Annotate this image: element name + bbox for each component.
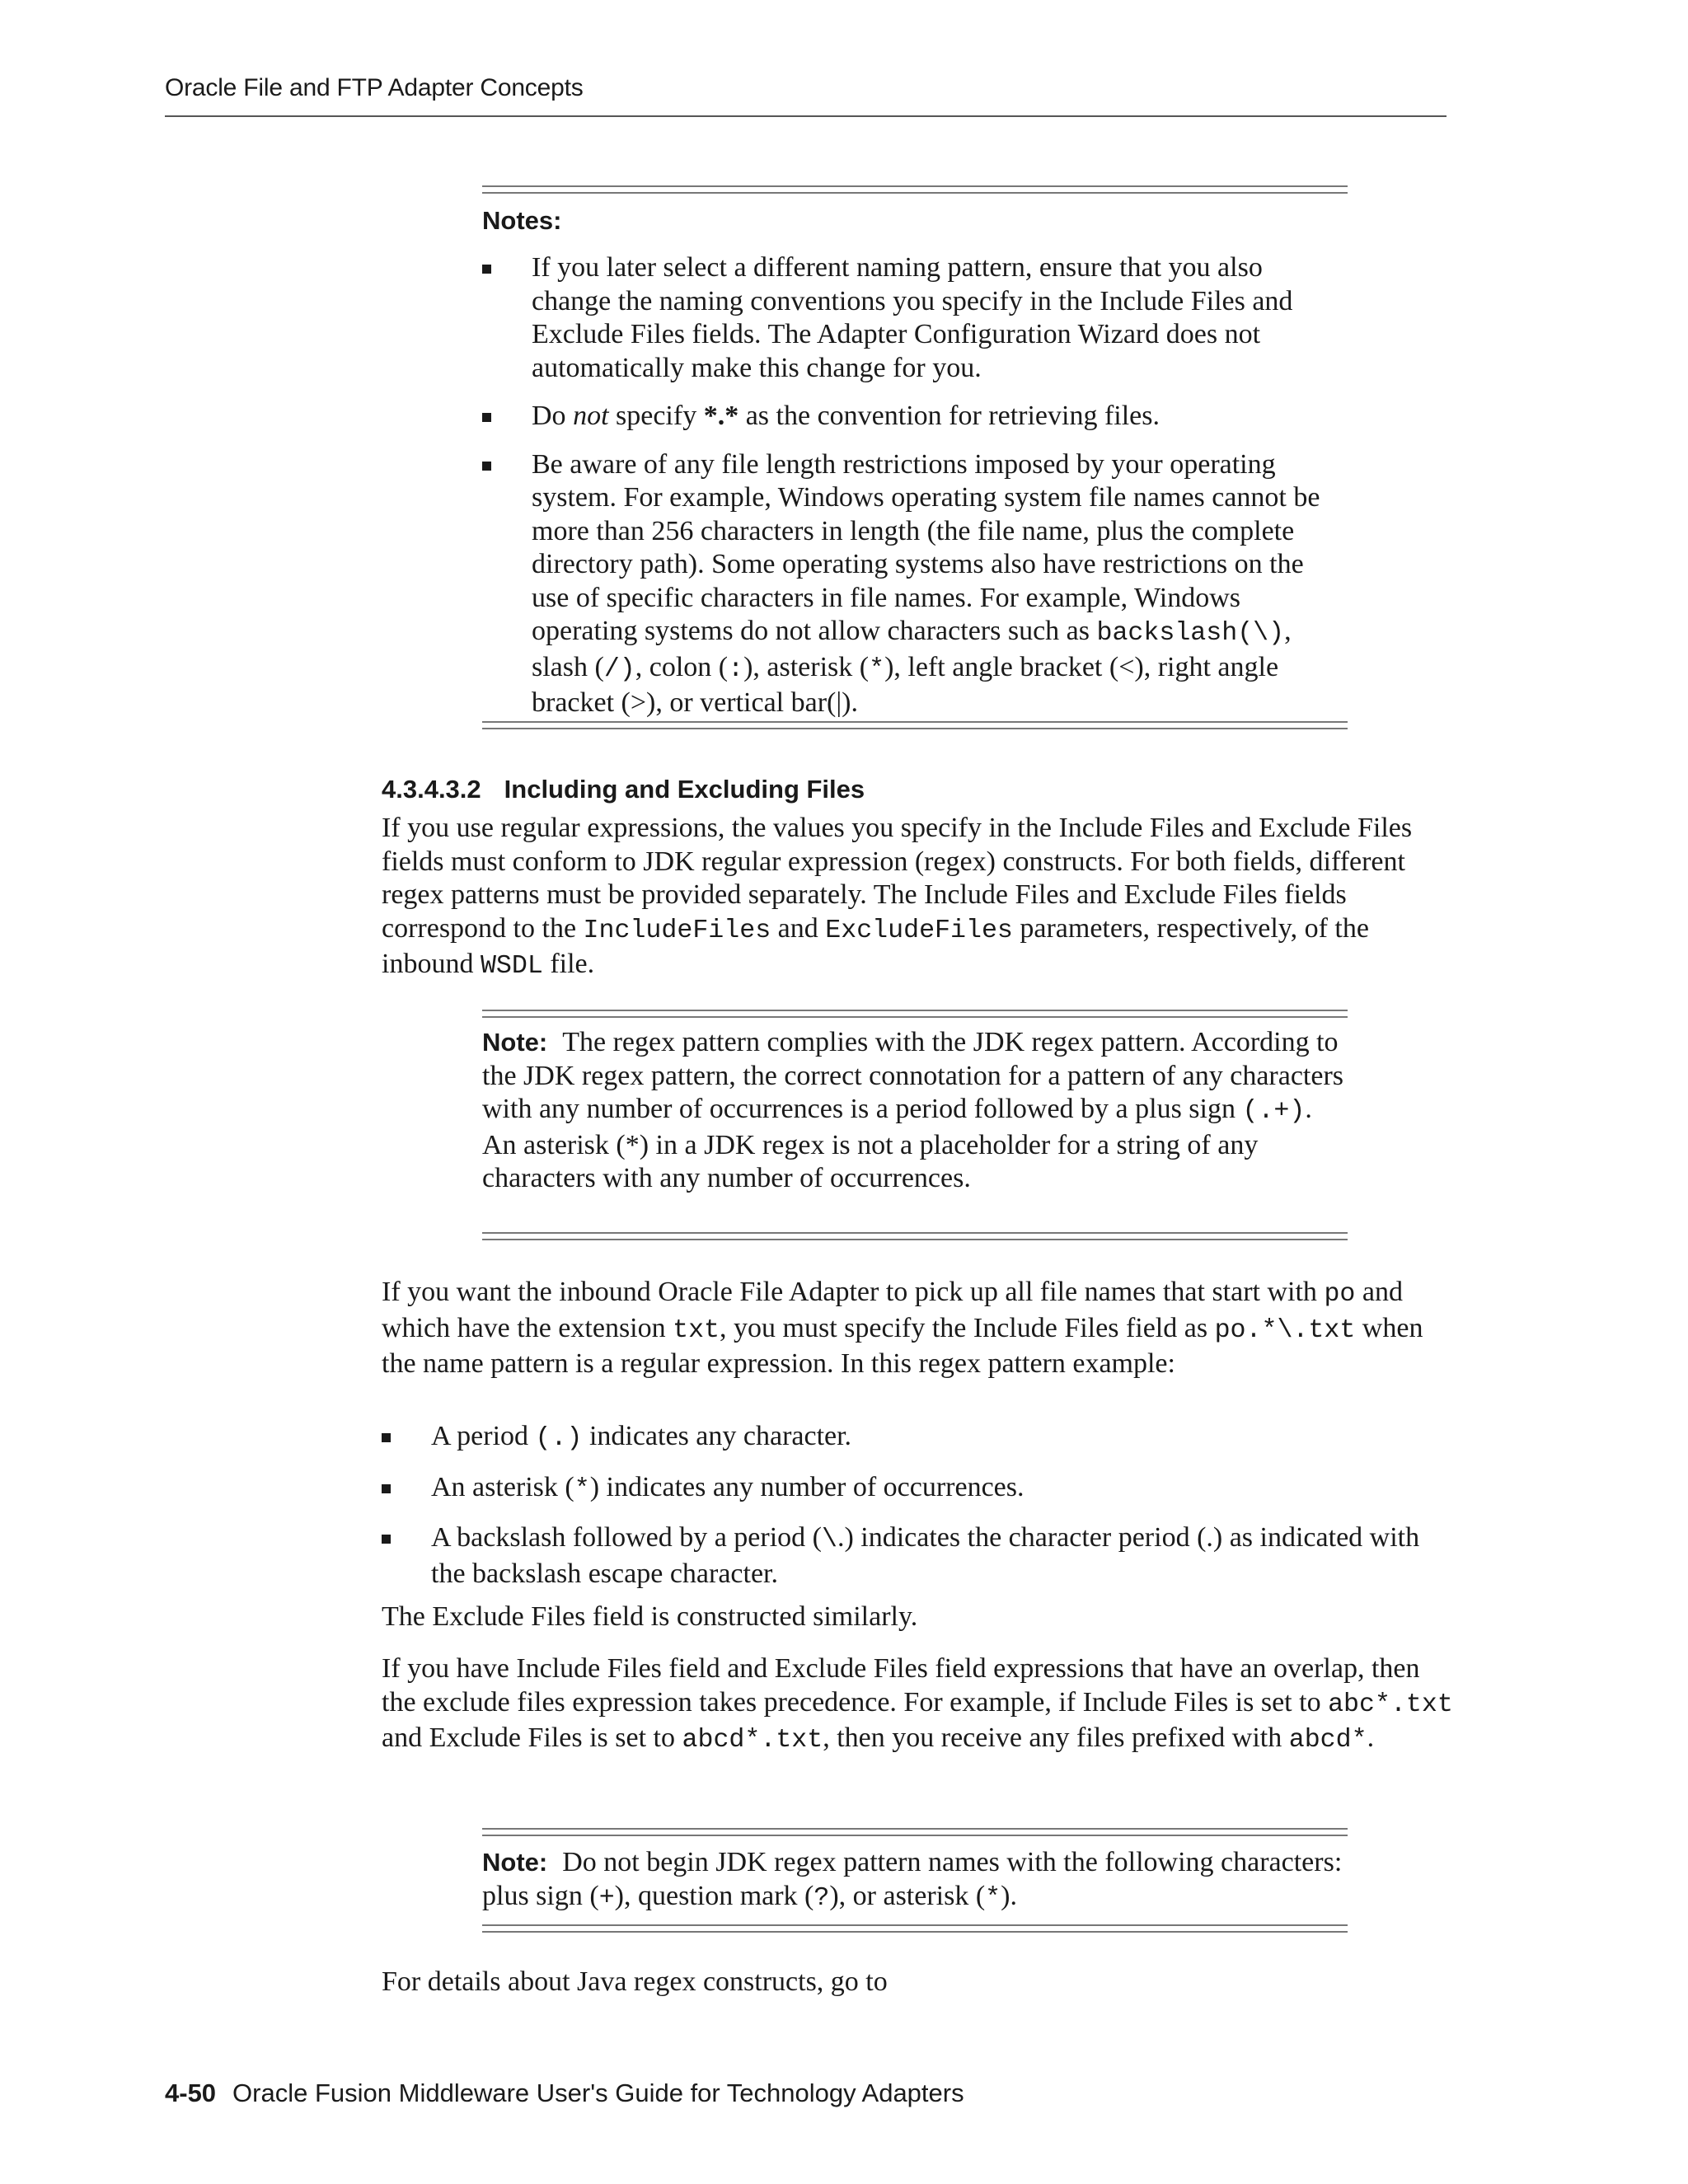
page-footer (165, 2079, 964, 2108)
text: If you have Include Files field and Exclude Files field expressions that have an overlap, then the exclude files expression takes precedence. For example, if Include Files is set to (382, 1653, 1420, 1718)
text: .) indicates the character period (.) as indicated with the backslash escape character. (431, 1522, 1420, 1589)
notes-item-text: Do (532, 401, 574, 431)
note-box-bottom-rule (482, 1924, 1348, 1933)
paragraph (382, 1652, 1453, 1758)
note-label: Note: (482, 1848, 548, 1877)
section-heading (382, 775, 865, 804)
list-item (382, 1471, 1453, 1507)
code-text: * (869, 654, 885, 684)
notes-list-item (482, 400, 1348, 434)
section-number: 4.3.4.3.2 (382, 775, 481, 804)
regex-list (382, 1420, 1453, 1605)
code-text: + (598, 1883, 615, 1913)
note-box-top-rule (482, 1828, 1348, 1836)
code-text: \ (822, 1526, 837, 1554)
text: If you want the inbound Oracle File Adapter to pick up all file names that start with (382, 1277, 1325, 1307)
running-header: Oracle File and FTP Adapter Concepts (165, 74, 584, 101)
text: and which have the extension (382, 1277, 1403, 1343)
code-text: txt (673, 1315, 720, 1345)
book-title: Oracle Fusion Middleware User's Guide for Technology Adapters (232, 2079, 964, 2107)
notes-list (482, 251, 1348, 735)
text: parameters, respectively, of the inbound (382, 912, 1369, 979)
notes-item-text: as the convention for retrieving files. (738, 401, 1160, 431)
code-text: abcd* (1288, 1726, 1367, 1755)
text: and Exclude Files is set to (382, 1722, 682, 1753)
note-box (482, 1026, 1348, 1196)
notes-item-text: , slash ( (532, 616, 1292, 682)
bullet-icon (382, 1535, 391, 1544)
bullet-icon (482, 265, 491, 274)
note-box (482, 1846, 1348, 1915)
bold-text: *.* (703, 401, 739, 431)
text: indicates any character. (582, 1421, 852, 1451)
bullet-icon (482, 413, 491, 422)
note-text: ). (1001, 1880, 1017, 1911)
code-text: ? (814, 1883, 830, 1913)
code-text: * (574, 1474, 590, 1504)
text: An asterisk ( (431, 1471, 574, 1502)
note-text: ), question mark ( (614, 1880, 814, 1911)
notes-item-text: Be aware of any file length restrictions imposed by your operating system. For example, Windows operating system file names cannot be more than 256 characters in length (the file name, plus the complete directory path). Some operating systems also have restrictions on the use of specific characters in file names. For example, Windows operating systems do not allow characters such as (532, 448, 1320, 646)
text: , you must specify the Include Files field as (720, 1312, 1215, 1343)
paragraph (382, 812, 1453, 984)
note-text: The regex pattern complies with the JDK regex pattern. According to the JDK regex pattern, the correct connotation for a pattern of any characters with any number of occurrences is a period followed by a plus sign (482, 1027, 1344, 1124)
note-text: ), or asterisk ( (829, 1880, 986, 1911)
note-text: . An asterisk (*) in a JDK regex is not a placeholder for a string of any characters with any number of occurrences. (482, 1094, 1312, 1193)
code-text: abc*.txt (1328, 1690, 1453, 1719)
list-item (382, 1420, 1453, 1456)
code-text: (.+) (1242, 1097, 1306, 1126)
text: A period (431, 1421, 536, 1451)
page-number: 4-50 (165, 2079, 217, 2107)
text: If you use regular expressions, the values you specify in the Include Files and Exclude Files fields must conform to JDK regular expression (regex) constructs. For both fields, different regex patterns must be provided separately. The Include Files and Exclude Files fields correspond to the (382, 813, 1413, 944)
emphasis-text: not (573, 401, 609, 431)
note-box-bottom-rule (482, 1232, 1348, 1240)
code-text: IncludeFiles (583, 916, 771, 945)
notes-item-text: If you later select a different naming pattern, ensure that you also change the naming conventions you specify in the Include Files and Exclude Files fields. The Adapter Configuration Wizard does not automatically make this change for you. (532, 252, 1293, 383)
notes-box-title: Notes: (482, 206, 562, 235)
notes-item-text: , colon ( (635, 651, 729, 682)
code-text: * (985, 1883, 1001, 1913)
paragraph: The Exclude Files field is constructed similarly. (382, 1601, 918, 1632)
paragraph: For details about Java regex constructs, go to (382, 1966, 888, 1997)
code-text: ExcludeFiles (825, 916, 1013, 945)
code-text: po (1324, 1280, 1356, 1309)
text: A backslash followed by a period ( (431, 1522, 822, 1553)
notes-item-text: ), asterisk ( (743, 651, 870, 682)
text: , then you receive any files prefixed with (823, 1722, 1289, 1753)
bullet-icon (382, 1484, 391, 1493)
note-text: Do not begin JDK regex pattern names with the following characters: plus sign ( (482, 1847, 1343, 1911)
list-item (382, 1521, 1453, 1591)
text: when the name pattern is a regular expression. In this regex pattern example: (382, 1312, 1423, 1379)
note-box-top-rule (482, 1010, 1348, 1018)
code-text: backslash(\) (1096, 619, 1285, 648)
notes-item-text: ), left angle bracket (<), right angle bracket (>), or vertical bar(|). (532, 651, 1279, 718)
note-label: Note: (482, 1028, 548, 1057)
header-rule (165, 115, 1447, 117)
text: ) indicates any number of occurrences. (589, 1471, 1025, 1502)
code-text: WSDL (480, 952, 543, 981)
text: file. (542, 949, 595, 979)
code-text: : (728, 654, 744, 684)
bullet-icon (482, 462, 491, 471)
code-text: po.*\.txt (1214, 1315, 1356, 1345)
notes-box-bottom-rule (482, 721, 1348, 729)
text: . (1367, 1722, 1375, 1753)
code-text: (.) (535, 1424, 583, 1453)
text: and (771, 912, 826, 944)
notes-box-top-rule (482, 185, 1348, 194)
bullet-icon (382, 1433, 391, 1442)
paragraph (382, 1276, 1453, 1381)
notes-item-text: specify (608, 401, 704, 431)
notes-list-item (482, 251, 1348, 385)
section-title: Including and Excluding Files (504, 775, 865, 804)
code-text: /) (603, 654, 635, 684)
code-text: abcd*.txt (682, 1726, 823, 1755)
notes-list-item (482, 448, 1348, 720)
